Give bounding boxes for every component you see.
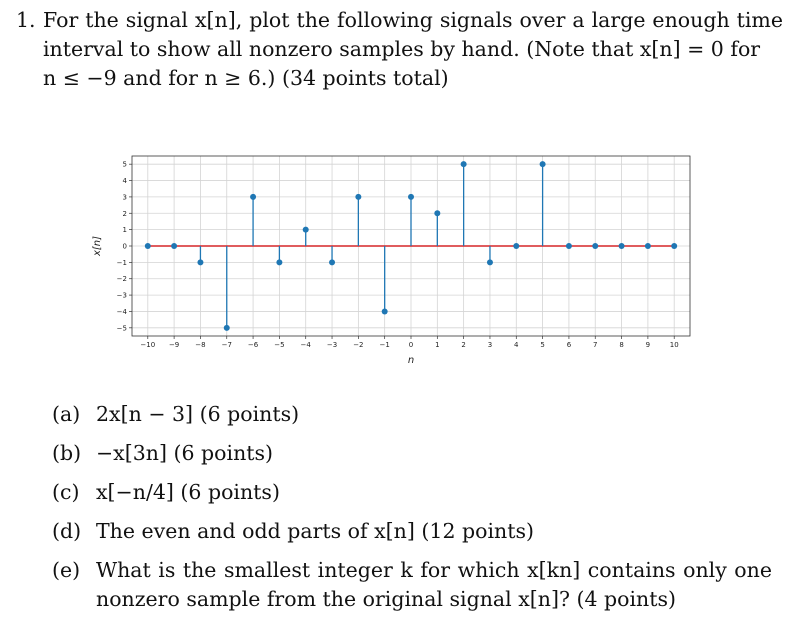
part-d-text: The even and odd parts of x[n] (12 points): [96, 519, 534, 543]
part-e-letter: (e): [52, 558, 81, 582]
x-ticks: [140, 336, 678, 349]
part-b-letter: (b): [52, 441, 82, 465]
part-c: [52, 478, 772, 507]
x-tick-label: 7: [593, 341, 598, 349]
part-a-text: 2x[n − 3] (6 points): [96, 402, 300, 426]
sub-questions: [52, 400, 772, 624]
stem-marker: [197, 259, 203, 265]
stem-marker: [487, 259, 493, 265]
stem-plot-svg: [88, 150, 708, 375]
stem-marker: [619, 243, 625, 249]
part-b-text: −x[3n] (6 points): [96, 441, 274, 465]
problem-line-3: n ≤ −9 and for n ≥ 6.) (34 points total): [43, 66, 449, 90]
y-axis-label: x[n]: [92, 235, 103, 257]
y-tick-label: 2: [122, 209, 127, 218]
y-tick-label: −1: [116, 258, 127, 267]
part-e-text: [96, 556, 772, 614]
x-tick-label: 5: [540, 341, 545, 349]
x-tick-label: −1: [379, 341, 390, 349]
stem-marker: [224, 325, 230, 331]
x-tick-label: −2: [353, 341, 364, 349]
y-tick-label: 3: [122, 193, 127, 202]
stem-marker: [382, 308, 388, 314]
stem-marker: [408, 194, 414, 200]
stem-marker: [566, 243, 572, 249]
x-tick-label: 9: [645, 341, 651, 349]
x-tick-label: −5: [274, 341, 285, 349]
part-e-line-2: nonzero sample from the original signal x[n]? (4 points): [96, 587, 676, 611]
y-tick-label: −5: [116, 324, 127, 333]
x-tick-label: 1: [435, 341, 440, 349]
x-tick-label: −10: [140, 341, 156, 349]
problem-line-2: interval to show all nonzero samples by hand. (Note that x[n] = 0 for: [43, 37, 761, 61]
stem-marker: [645, 243, 651, 249]
stem-marker: [329, 259, 335, 265]
x-tick-label: −4: [300, 341, 311, 349]
x-tick-label: −3: [326, 341, 338, 349]
stem-plot: [88, 150, 708, 375]
x-tick-label: −6: [247, 341, 259, 349]
part-c-letter: (c): [52, 480, 80, 504]
y-tick-label: 5: [122, 160, 127, 169]
x-axis-label: n: [407, 355, 415, 366]
x-tick-label: −7: [221, 341, 232, 349]
problem-statement: [16, 6, 783, 93]
part-a: [52, 400, 772, 429]
x-tick-label: −8: [195, 341, 206, 349]
y-tick-label: 1: [122, 226, 127, 235]
part-d: [52, 517, 772, 546]
x-tick-label: 8: [619, 341, 624, 349]
y-tick-label: −3: [116, 291, 127, 300]
x-tick-label: −9: [168, 341, 180, 349]
part-b: [52, 439, 772, 468]
stem-marker: [461, 161, 467, 167]
stem-marker: [434, 210, 440, 216]
stem-marker: [171, 243, 177, 249]
stem-marker: [276, 259, 282, 265]
stem-marker: [671, 243, 677, 249]
y-tick-label: −2: [116, 275, 127, 284]
x-tick-label: 10: [669, 341, 679, 349]
x-tick-label: 2: [461, 341, 466, 349]
stem-marker: [513, 243, 519, 249]
x-tick-label: 0: [408, 341, 414, 349]
stem-marker: [592, 243, 598, 249]
y-tick-label: −4: [116, 307, 127, 316]
y-ticks: [117, 161, 132, 333]
stem-marker: [250, 194, 256, 200]
part-c-text: x[−n/4] (6 points): [96, 480, 280, 504]
part-e: [52, 556, 772, 614]
stem-marker: [355, 194, 361, 200]
stem-marker: [303, 227, 309, 233]
part-a-letter: (a): [52, 402, 81, 426]
problem-line-1: For the signal x[n], plot the following signals over a large enough time: [43, 8, 783, 32]
x-tick-label: 4: [514, 341, 519, 349]
stem-marker: [145, 243, 151, 249]
y-tick-label: 4: [122, 177, 127, 186]
part-e-line-1: What is the smallest integer k for which x[kn] contains only one: [96, 558, 772, 582]
stem-marker: [540, 161, 546, 167]
y-tick-label: 0: [122, 242, 127, 251]
part-d-letter: (d): [52, 519, 82, 543]
problem-number: 1.: [16, 8, 36, 32]
x-tick-label: 6: [566, 341, 572, 349]
x-tick-label: 3: [487, 341, 493, 349]
